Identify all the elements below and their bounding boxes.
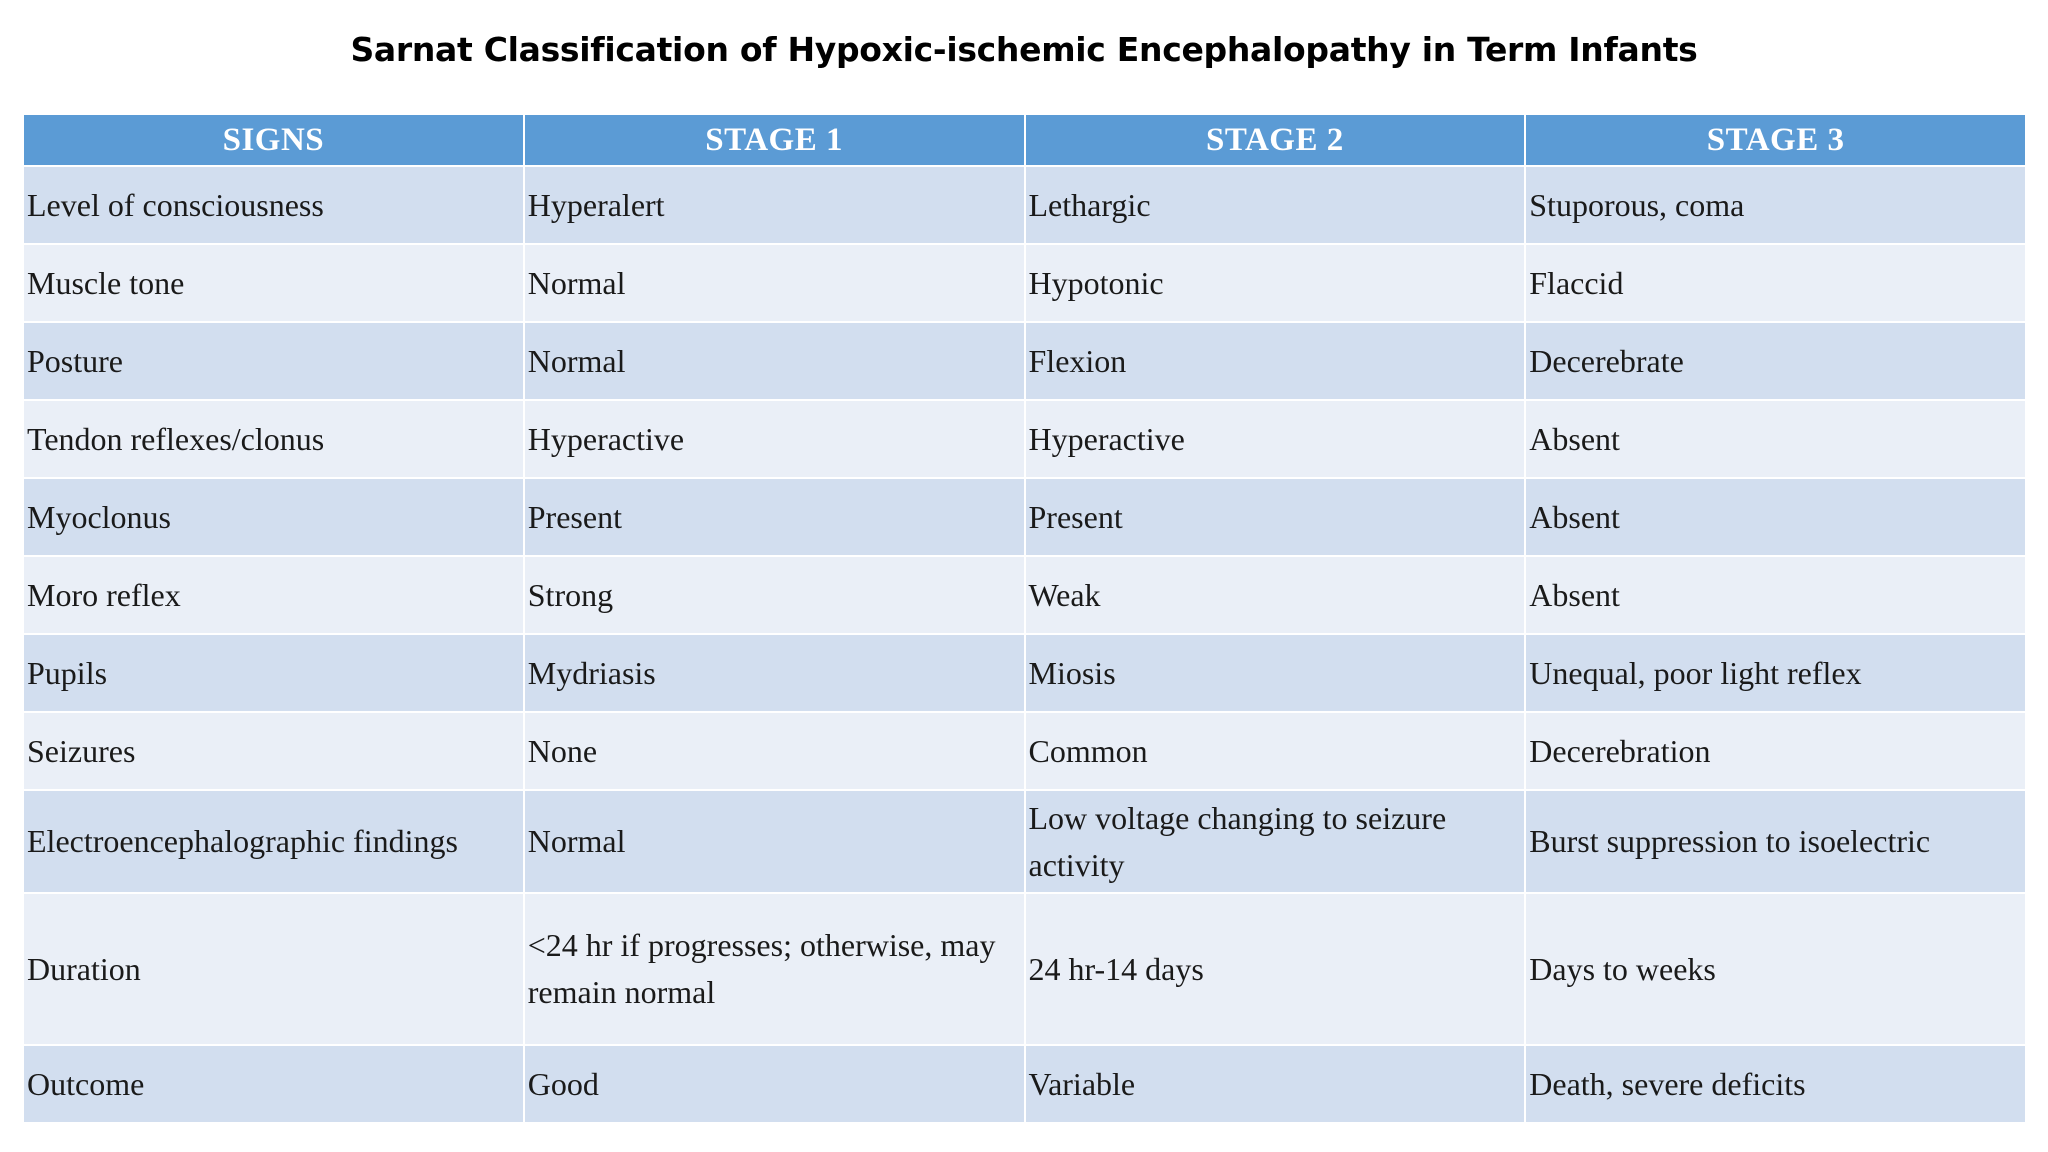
table-cell-stage-2: Hyperactive	[1025, 400, 1526, 478]
column-header-stage-3: STAGE 3	[1525, 114, 2026, 166]
table-cell-stage-1: Mydriasis	[524, 634, 1025, 712]
table-cell-stage-1: Normal	[524, 244, 1025, 322]
table-cell-stage-1: Hyperalert	[524, 166, 1025, 244]
table-body	[23, 166, 2026, 1123]
table-cell-stage-1: Strong	[524, 556, 1025, 634]
table-cell-stage-3: Absent	[1525, 556, 2026, 634]
table-header	[23, 114, 2026, 166]
table-cell-stage-1: Normal	[524, 322, 1025, 400]
table-cell-sign: Electroencephalographic findings	[23, 790, 524, 893]
table-row	[23, 712, 2026, 790]
table-cell-stage-3: Stuporous, coma	[1525, 166, 2026, 244]
table-cell-stage-2: Variable	[1025, 1045, 1526, 1123]
table-cell-stage-2: Weak	[1025, 556, 1526, 634]
table-cell-stage-2: Common	[1025, 712, 1526, 790]
table-cell-stage-3: Days to weeks	[1525, 893, 2026, 1045]
table-cell-stage-1: <24 hr if progresses; otherwise, may remain normal	[524, 893, 1025, 1045]
table-cell-stage-2: Miosis	[1025, 634, 1526, 712]
table-cell-stage-1: Normal	[524, 790, 1025, 893]
table-cell-stage-2: Low voltage changing to seizure activity	[1025, 790, 1526, 893]
table-cell-sign: Outcome	[23, 1045, 524, 1123]
table-cell-sign: Level of consciousness	[23, 166, 524, 244]
table-cell-sign: Muscle tone	[23, 244, 524, 322]
table-cell-sign: Duration	[23, 893, 524, 1045]
table-cell-sign: Moro reflex	[23, 556, 524, 634]
column-header-stage-1: STAGE 1	[524, 114, 1025, 166]
column-header-stage-2: STAGE 2	[1025, 114, 1526, 166]
table-cell-stage-1: Present	[524, 478, 1025, 556]
sarnat-classification-table	[22, 113, 2027, 1124]
table-row	[23, 166, 2026, 244]
table-cell-stage-3: Death, severe deficits	[1525, 1045, 2026, 1123]
table-cell-stage-1: None	[524, 712, 1025, 790]
table-row	[23, 893, 2026, 1045]
table-cell-stage-3: Absent	[1525, 400, 2026, 478]
header-row	[23, 114, 2026, 166]
table-cell-stage-2: 24 hr-14 days	[1025, 893, 1526, 1045]
table-row	[23, 244, 2026, 322]
table-row	[23, 634, 2026, 712]
table-cell-stage-2: Hypotonic	[1025, 244, 1526, 322]
table-row	[23, 556, 2026, 634]
table-cell-stage-1: Hyperactive	[524, 400, 1025, 478]
table-cell-sign: Posture	[23, 322, 524, 400]
table-cell-stage-3: Flaccid	[1525, 244, 2026, 322]
table-cell-sign: Seizures	[23, 712, 524, 790]
table-row	[23, 400, 2026, 478]
column-header-signs: SIGNS	[23, 114, 524, 166]
table-cell-sign: Tendon reflexes/clonus	[23, 400, 524, 478]
table-cell-stage-2: Lethargic	[1025, 166, 1526, 244]
table-row	[23, 1045, 2026, 1123]
page-title: Sarnat Classification of Hypoxic-ischemic Encephalopathy in Term Infants	[350, 30, 1698, 69]
table-row	[23, 322, 2026, 400]
table-cell-stage-3: Decerebration	[1525, 712, 2026, 790]
table-cell-stage-2: Flexion	[1025, 322, 1526, 400]
table-cell-stage-3: Decerebrate	[1525, 322, 2026, 400]
table-row	[23, 790, 2026, 893]
table-cell-sign: Pupils	[23, 634, 524, 712]
table-cell-sign: Myoclonus	[23, 478, 524, 556]
table-row	[23, 478, 2026, 556]
table-cell-stage-2: Present	[1025, 478, 1526, 556]
table-cell-stage-3: Absent	[1525, 478, 2026, 556]
table-cell-stage-1: Good	[524, 1045, 1025, 1123]
table-cell-stage-3: Unequal, poor light reflex	[1525, 634, 2026, 712]
table-cell-stage-3: Burst suppression to isoelectric	[1525, 790, 2026, 893]
